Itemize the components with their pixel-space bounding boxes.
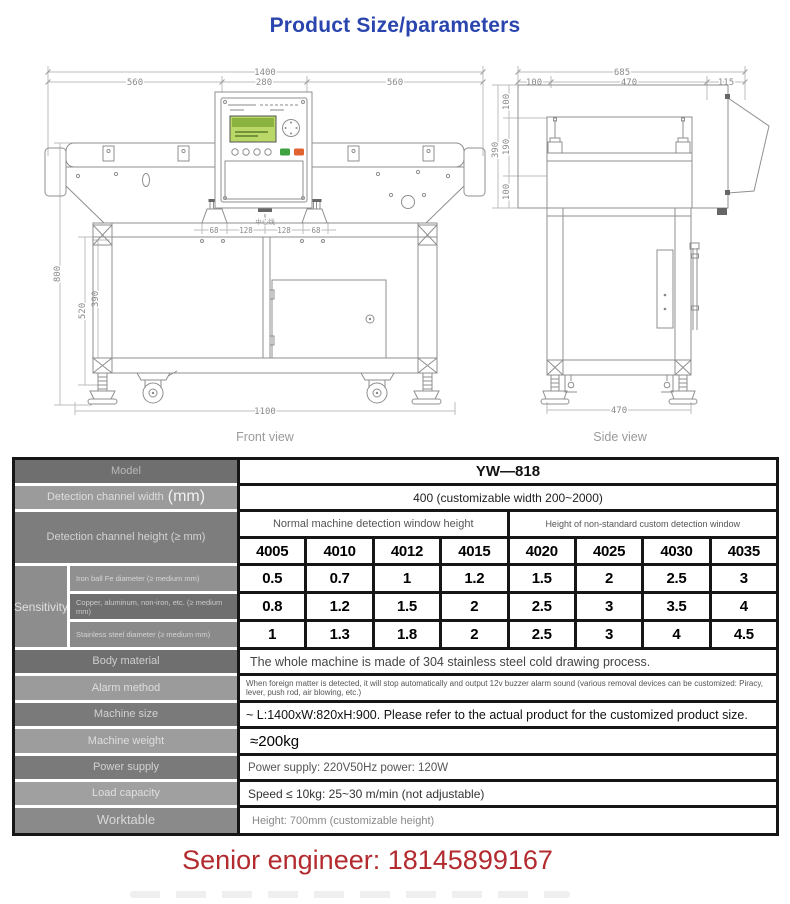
side-dim-base: 470 xyxy=(610,406,628,416)
worktable-value: Height: 700mm (customizable height) xyxy=(252,814,435,827)
power-supply-value: Power supply: 220V50Hz power: 120W xyxy=(240,756,776,782)
front-control-panel xyxy=(215,92,312,208)
sensitivity-stainless-row xyxy=(240,622,776,650)
sensitivity-value: 2 xyxy=(577,566,644,594)
spec-table xyxy=(12,457,779,836)
spec-table-value-column xyxy=(240,460,776,833)
size-cell: 4015 xyxy=(442,539,509,566)
bottom-cutoff-text xyxy=(130,891,570,898)
size-row xyxy=(240,539,776,566)
side-dim-vbottom: 100 xyxy=(502,183,512,201)
normal-window-header: Normal machine detection window height xyxy=(240,512,510,539)
sensitivity-value: 4 xyxy=(712,594,776,622)
model-value: YW—818 xyxy=(240,460,776,486)
side-dim-vtop: 100 xyxy=(502,93,512,111)
row-label-machine-size: Machine size xyxy=(15,703,237,729)
load-capacity-value: Speed ≤ 10kg: 25~30 m/min (not adjustable) xyxy=(240,782,776,808)
sensitivity-value: 2.5 xyxy=(510,594,577,622)
body-material-value: The whole machine is made of 304 stainless steel cold drawing process. xyxy=(240,650,776,676)
side-machine-body xyxy=(518,85,769,215)
row-label-body-material: Body material xyxy=(15,650,237,676)
sensitivity-value: 1.2 xyxy=(307,594,374,622)
side-view-caption: Side view xyxy=(593,430,647,444)
sensitivity-value: 0.7 xyxy=(307,566,374,594)
channel-width-value: 400 (customizable width 200~2000) xyxy=(240,486,776,512)
front-dim-total: 1400 xyxy=(254,68,276,78)
row-label-machine-weight: Machine weight xyxy=(15,729,237,756)
spec-table-header-column xyxy=(15,460,240,833)
sensitivity-value: 1.5 xyxy=(510,566,577,594)
sensitivity-sub-iron: Iron ball Fe diameter (≥ medium mm) xyxy=(70,566,237,594)
size-cell: 4005 xyxy=(240,539,307,566)
sensitivity-iron-row xyxy=(240,566,776,594)
row-label-model: Model xyxy=(15,460,237,486)
front-view-caption: Front view xyxy=(236,430,294,444)
contact-line: Senior engineer: 18145899167 xyxy=(182,845,553,875)
size-cell: 4020 xyxy=(510,539,577,566)
size-cell: 4030 xyxy=(644,539,711,566)
front-dim-center: 280 xyxy=(255,78,273,88)
sensitivity-value: 3 xyxy=(577,594,644,622)
front-dim-height: 800 xyxy=(53,265,63,283)
sensitivity-value: 4.5 xyxy=(712,622,776,650)
sensitivity-value: 2.5 xyxy=(644,566,711,594)
row-label-power-supply: Power supply xyxy=(15,756,237,782)
row-label-worktable: Worktable xyxy=(15,808,237,833)
front-frame xyxy=(88,223,441,404)
front-dim-foot-3: 128 xyxy=(277,226,291,235)
front-dim-foot-1: 68 xyxy=(209,226,219,235)
sensitivity-value: 2 xyxy=(442,594,509,622)
front-dim-frame-height: 520 xyxy=(78,302,88,320)
front-dim-right: 560 xyxy=(386,78,404,88)
size-cell: 4010 xyxy=(307,539,374,566)
page-title: Product Size/parameters xyxy=(269,14,521,37)
front-centerline-label: 中心线 xyxy=(255,218,275,226)
sensitivity-sub-stainless: Stainless steel diameter (≥ medium mm) xyxy=(70,622,237,650)
sensitivity-value: 2.5 xyxy=(510,622,577,650)
sensitivity-value: 1 xyxy=(240,622,307,650)
side-frame xyxy=(541,208,699,404)
sensitivity-value: 1.3 xyxy=(307,622,374,650)
side-dim-rear: 115 xyxy=(717,78,735,88)
front-dim-inner-height: 390 xyxy=(91,290,101,308)
row-label-sensitivity: Sensitivity xyxy=(15,566,70,650)
size-cell: 4012 xyxy=(375,539,442,566)
side-dim-vmid: 190 xyxy=(502,138,512,156)
alarm-method-value: When foreign matter is detected, it will stop automatically and output 12v buzzer alarm sound (various removal devices can be customized: Piracy, lever, push rod, air blowing, etc.) xyxy=(240,676,776,703)
machine-weight-value: ≈200kg xyxy=(240,729,776,756)
sensitivity-value: 1.5 xyxy=(375,594,442,622)
front-dim-left: 560 xyxy=(126,78,144,88)
row-label-load-capacity: Load capacity xyxy=(15,782,237,808)
sensitivity-value: 4 xyxy=(644,622,711,650)
side-dim-vtotal: 390 xyxy=(491,141,501,159)
sensitivity-value: 3 xyxy=(577,622,644,650)
sensitivity-value: 1.2 xyxy=(442,566,509,594)
size-cell: 4035 xyxy=(712,539,776,566)
front-view-drawing xyxy=(18,58,488,450)
front-dim-foot-2: 128 xyxy=(239,226,253,235)
row-label-channel-width: Detection channel width (mm) xyxy=(15,486,237,512)
sensitivity-value: 3 xyxy=(712,566,776,594)
row-label-channel-height: Detection channel height (≥ mm) xyxy=(15,512,237,566)
sensitivity-band xyxy=(15,566,237,650)
side-view-drawing xyxy=(488,58,788,450)
custom-window-header: Height of non-standard custom detection window xyxy=(510,512,777,539)
sensitivity-value: 1 xyxy=(375,566,442,594)
sensitivity-value: 1.8 xyxy=(375,622,442,650)
channel-width-unit: (mm) xyxy=(167,488,206,506)
front-dim-base: 1100 xyxy=(254,407,276,417)
sensitivity-value: 0.5 xyxy=(240,566,307,594)
front-dim-foot-4: 68 xyxy=(311,226,321,235)
row-label-alarm-method: Alarm method xyxy=(15,676,237,703)
sensitivity-value: 0.8 xyxy=(240,594,307,622)
size-cell: 4025 xyxy=(577,539,644,566)
sensitivity-copper-row xyxy=(240,594,776,622)
sensitivity-sub-copper: Copper, aluminum, non-iron, etc. (≥ medium mm) xyxy=(70,594,237,622)
side-dim-total: 685 xyxy=(613,68,631,78)
machine-size-value: ~ L:1400xW:820xH:900. Please refer to the actual product for the customized product size. xyxy=(240,703,776,729)
side-dim-front: 100 xyxy=(525,78,543,88)
sensitivity-value: 2 xyxy=(442,622,509,650)
sensitivity-value: 3.5 xyxy=(644,594,711,622)
side-dim-middle: 470 xyxy=(620,78,638,88)
